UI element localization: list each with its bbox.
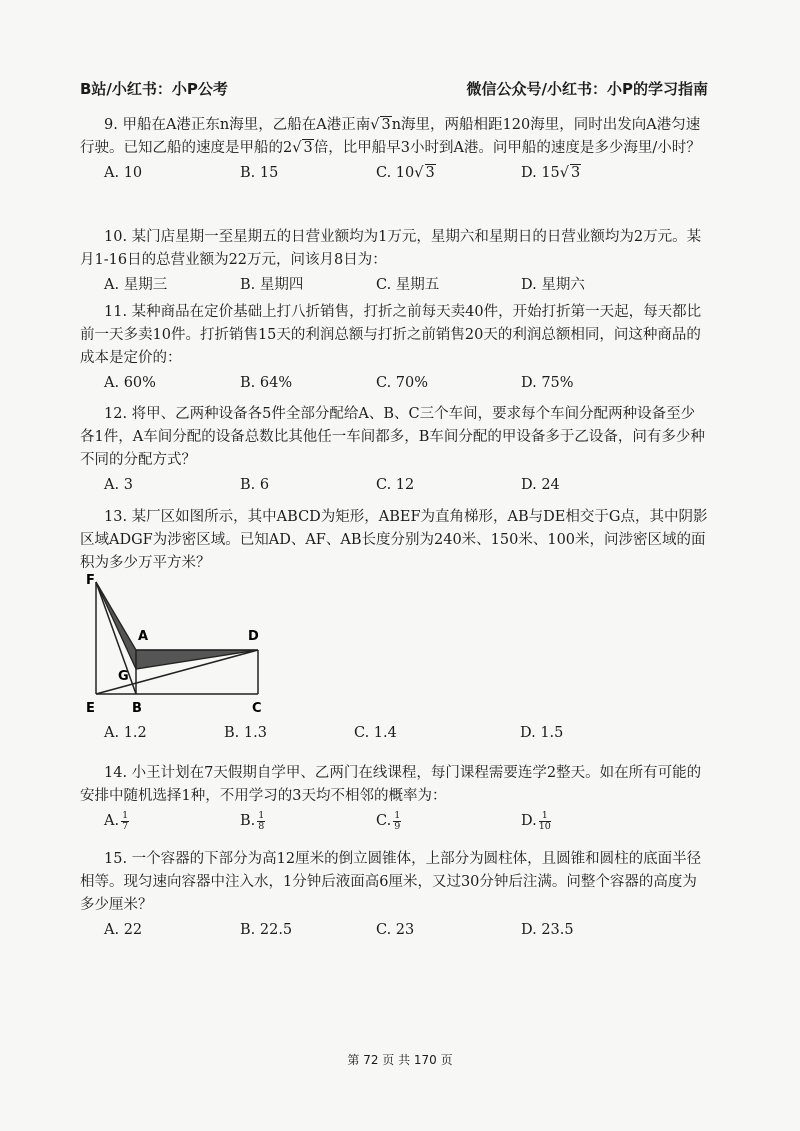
q12-option-d[interactable]: D. 24 xyxy=(521,477,560,493)
q12-stem: 12. 将甲、乙两种设备各5件全部分配给A、B、C三个车间，要求每个车间分配两种设备至少各1件，A车间分配的设备总数比其他任一车间都多，B车间分配的甲设备多于乙设备，问有多少种不同的分配方式？ xyxy=(80,406,705,468)
q13-option-d[interactable]: D. 1.5 xyxy=(520,725,564,741)
q11-option-d[interactable]: D. 75% xyxy=(521,375,574,391)
q13-label-a: A xyxy=(138,629,149,644)
q13-label-e: E xyxy=(86,701,95,716)
question-12 xyxy=(80,403,708,497)
q10-option-c[interactable]: C. 星期五 xyxy=(376,277,440,293)
q10-stem: 10. 某门店星期一至星期五的日营业额均为1万元，星期六和星期日的日营业额均为2万元。某月1-16日的总营业额为22万元，问该月8日为： xyxy=(80,229,702,268)
q11-option-b[interactable]: B. 64% xyxy=(240,375,293,391)
q15-stem: 15. 一个容器的下部分为高12厘米的倒立圆锥体，上部分为圆柱体，且圆锥和圆柱的底面半径相等。现匀速向容器中注入水，1分钟后液面高6厘米，又过30分钟后注满。问整个容器的高度为多少厘米？ xyxy=(80,851,702,913)
q9-option-c[interactable]: C. 10√ 3 xyxy=(376,165,435,181)
q12-option-c[interactable]: C. 12 xyxy=(376,477,415,493)
q13-figure xyxy=(80,568,280,720)
q13-stem: 13. 某厂区如图所示，其中ABCD为矩形，ABEF为直角梯形，AB与DE相交于G点，其中阴影区域ADGF为涉密区域。已知AD、AF、AB长度分别为240米、150米、100米，问涉密区域的面积为多少万平方米？ xyxy=(80,509,708,571)
question-10 xyxy=(80,226,708,297)
q15-option-b[interactable]: B. 22.5 xyxy=(240,922,293,938)
question-15 xyxy=(80,848,708,942)
q13-label-c: C xyxy=(252,701,262,716)
q9-options xyxy=(80,162,708,185)
question-13 xyxy=(80,506,708,575)
q15-option-d[interactable]: D. 23.5 xyxy=(521,922,574,938)
q12-option-b[interactable]: B. 6 xyxy=(240,477,270,493)
q11-option-a[interactable]: A. 60% xyxy=(104,375,156,391)
q14-stem: 14. 小王计划在7天假期自学甲、乙两门在线课程，每门课程需要连学2整天。如在所有可能的安排中随机选择1种，不用学习的3天均不相邻的概率为： xyxy=(80,765,702,804)
question-14 xyxy=(80,762,708,833)
page-footer: 第 72 页 共 170 页 xyxy=(347,1053,453,1067)
question-9 xyxy=(80,114,708,185)
q14-option-b[interactable]: B. $\frac{1}{8}$ xyxy=(240,809,265,832)
q13-label-g: G xyxy=(118,669,129,684)
q11-options xyxy=(80,372,708,395)
header-right: 微信公众号/小红书：小P的学习指南 xyxy=(466,80,708,98)
question-11 xyxy=(80,301,708,395)
q15-options xyxy=(80,919,708,942)
q12-options xyxy=(80,474,708,497)
q10-option-a[interactable]: A. 星期三 xyxy=(104,277,168,293)
q15-option-a[interactable]: A. 22 xyxy=(104,922,143,938)
q14-option-a[interactable]: A. $\frac{1}{7}$ xyxy=(104,809,129,832)
q13-option-b[interactable]: B. 1.3 xyxy=(224,725,267,741)
page-header xyxy=(80,78,708,99)
q10-option-b[interactable]: B. 星期四 xyxy=(240,277,304,293)
q13-option-c[interactable]: C. 1.4 xyxy=(354,725,397,741)
header-left: B站/小红书：小P公考 xyxy=(80,80,228,98)
q14-option-d[interactable]: D. $\frac{1}{10}$ xyxy=(521,809,551,832)
q9-stem: 9. 甲船在A港正东n海里，乙船在A港正南√ 3n海里，两船相距120海里，同时出发向A港匀速行驶。已知乙船的速度是甲船的2√ 3倍，比甲船早3小时到A港。问甲船的速度是多少海里/小时？ xyxy=(80,117,701,156)
q15-option-c[interactable]: C. 23 xyxy=(376,922,415,938)
q13-options-wrap xyxy=(104,720,708,745)
q13-label-d: D xyxy=(248,629,259,644)
q13-line-fb xyxy=(96,582,136,694)
q13-options xyxy=(104,722,708,745)
q14-option-c[interactable]: C. $\frac{1}{9}$ xyxy=(376,809,401,832)
q9-option-a[interactable]: A. 10 xyxy=(104,165,143,181)
q13-option-a[interactable]: A. 1.2 xyxy=(104,725,147,741)
q11-stem: 11. 某种商品在定价基础上打八折销售，打折之前每天卖40件，开始打折第一天起，每天都比前一天多卖10件。打折销售15天的利润总额与打折之前销售20天的利润总额相同，问这种商品的成本是定价的： xyxy=(80,304,702,366)
q13-label-f: F xyxy=(86,573,95,588)
q9-option-d[interactable]: D. 15√ 3 xyxy=(521,165,581,181)
q13-label-b: B xyxy=(132,701,142,716)
q9-option-b[interactable]: B. 15 xyxy=(240,165,279,181)
q12-option-a[interactable]: A. 3 xyxy=(104,477,133,493)
q11-option-c[interactable]: C. 70% xyxy=(376,375,429,391)
q10-options xyxy=(80,274,708,297)
q14-options xyxy=(80,810,708,833)
q10-option-d[interactable]: D. 星期六 xyxy=(521,277,585,293)
